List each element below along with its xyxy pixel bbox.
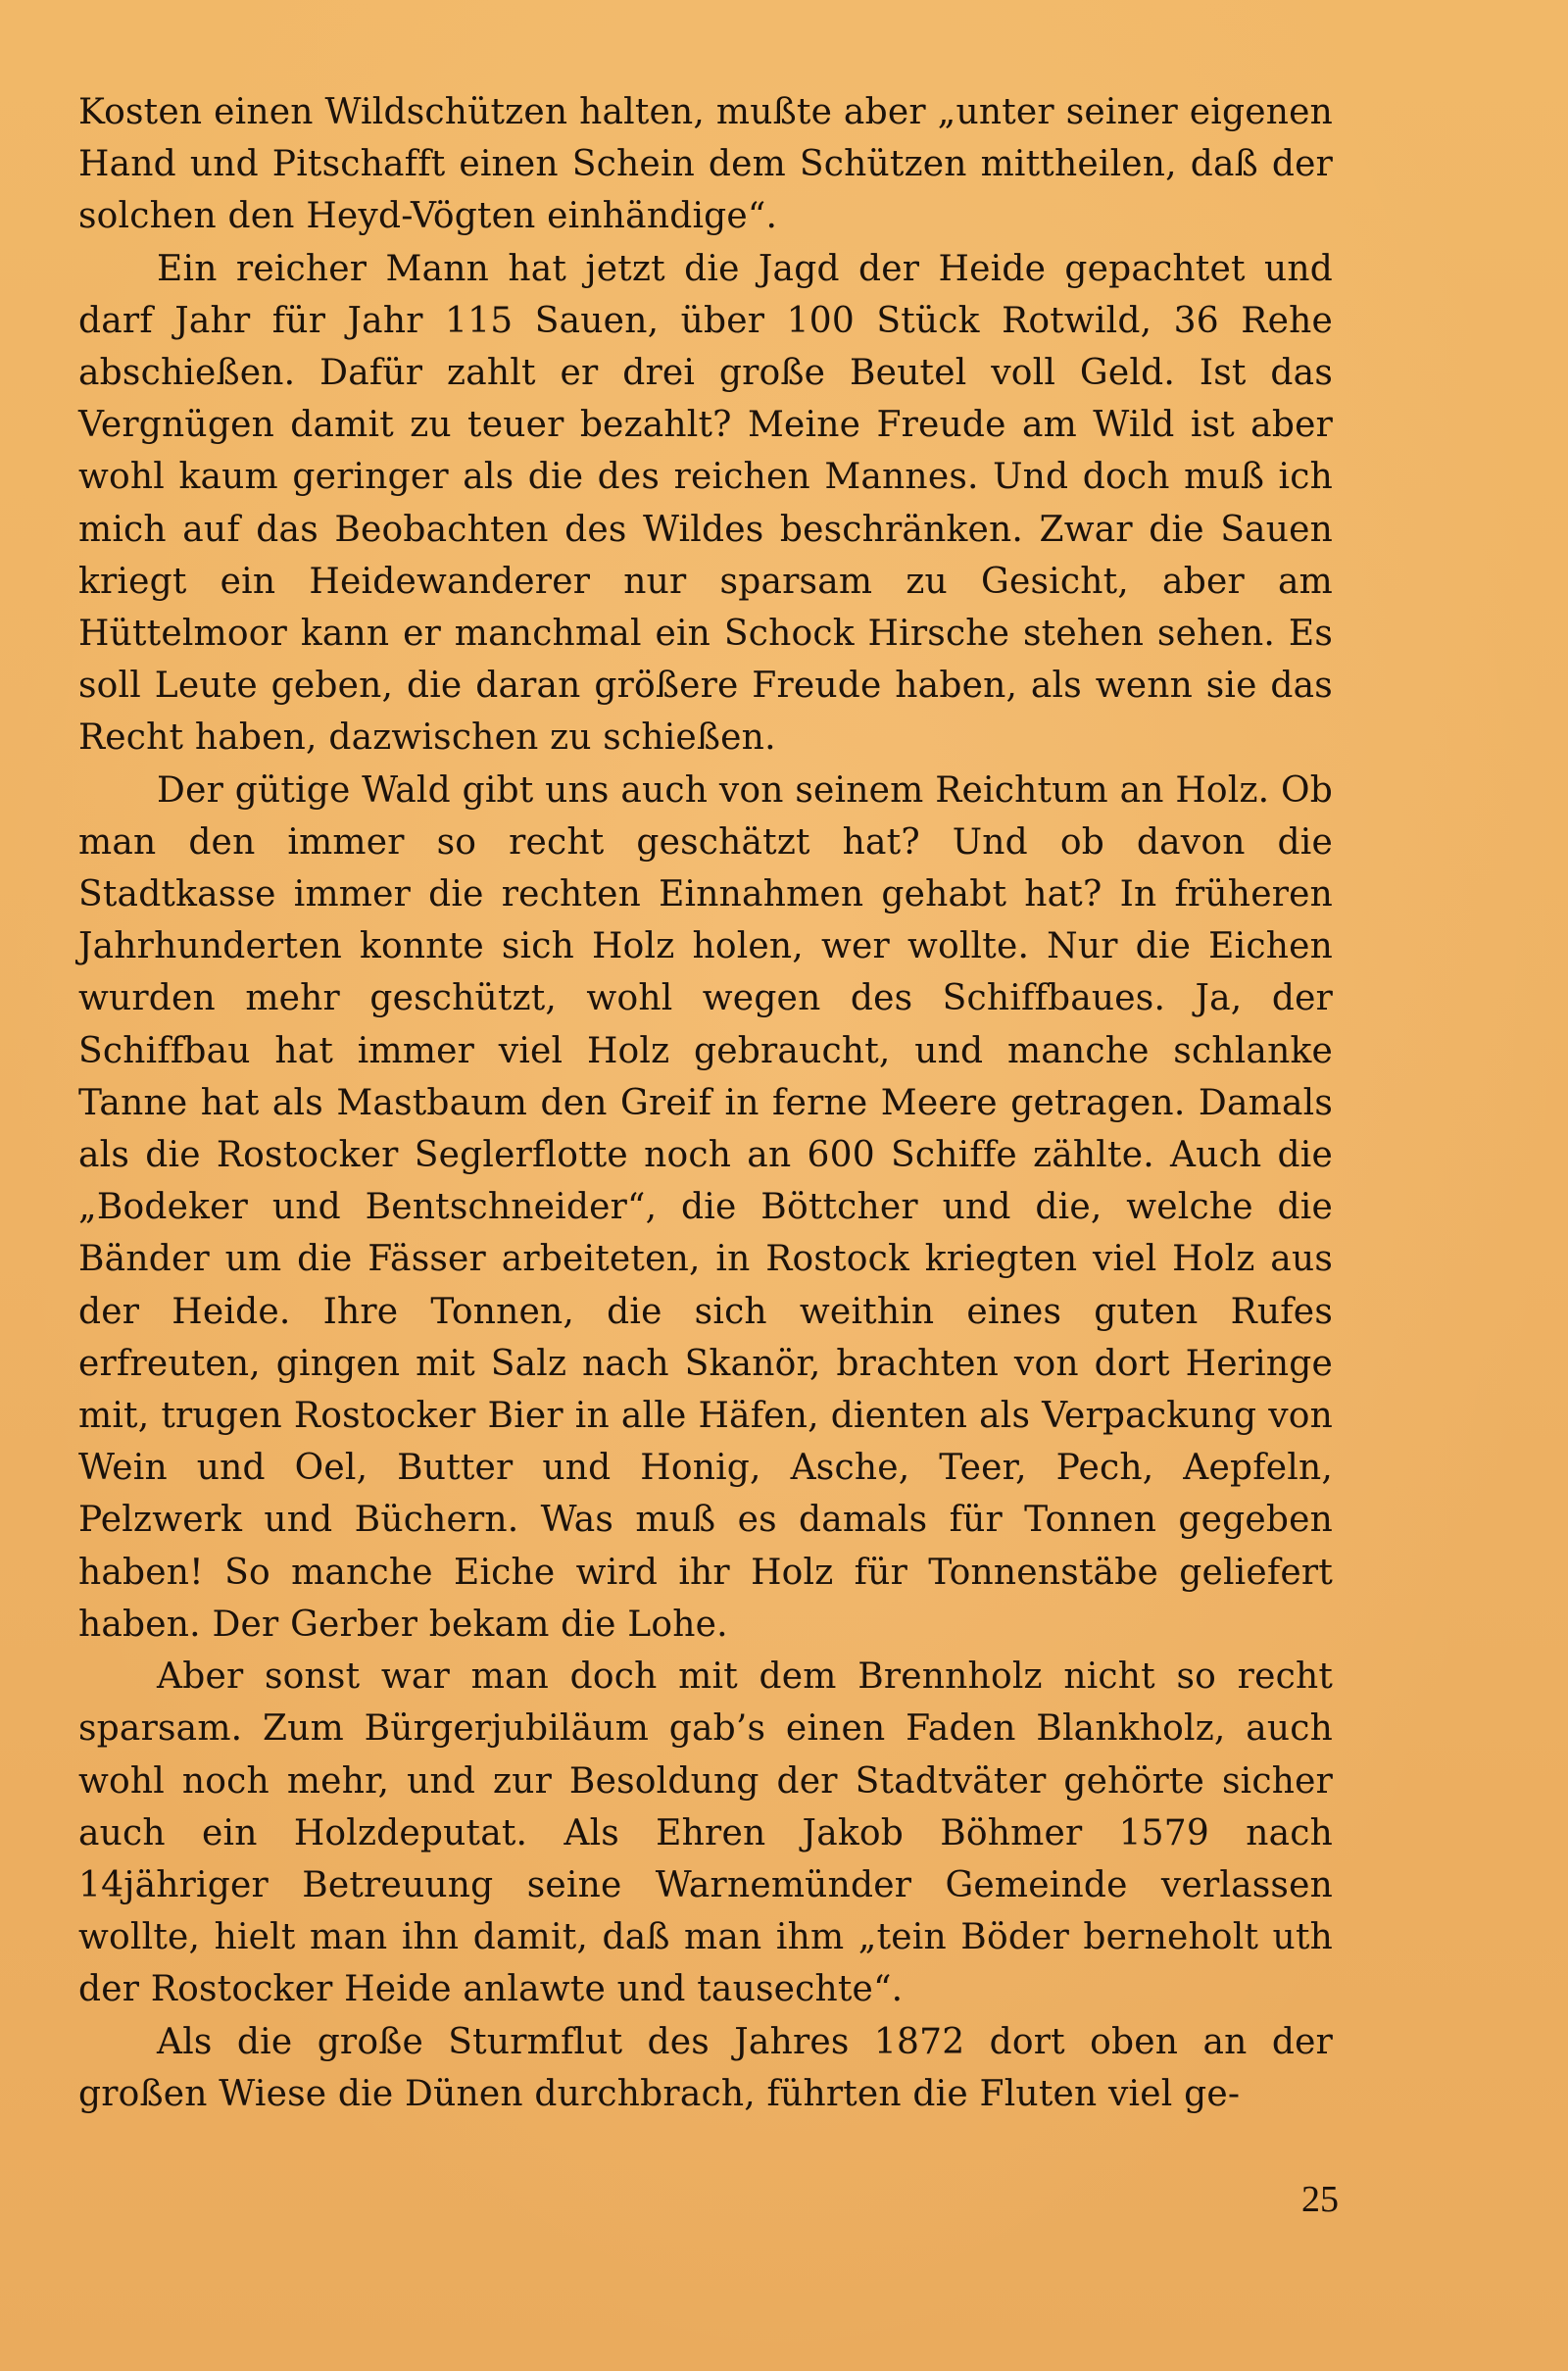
paragraph-timber-wealth: Der gütige Wald gibt uns auch von seinem Reichtum an Holz. Ob man den immer so recht geschätzt hat? Und ob davon die Stadtkasse immer die rechten Einnahmen gehabt hat? In früheren Jahrhunderten konnte sich Holz holen, wer wollte. Nur die Eichen wurden mehr geschützt, wohl wegen des Schiffbaues. Ja, der Schiffbau hat immer viel Holz gebraucht, und manche schlanke Tanne hat als Mastbaum den Greif in ferne Meere getragen. Damals als die Rostocker Seglerflotte noch an 600 Schiffe zählte. Auch die „Bodeker und Bentschneider“, die Böttcher und die, welche die Bänder um die Fässer arbeiteten, in Rostock kriegten viel Holz aus der Heide. Ihre Tonnen, die sich weithin eines guten Rufes erfreuten, gingen mit Salz nach Skanör, brachten von dort Heringe mit, trugen Rostocker Bier in alle Häfen, dienten als Verpackung von Wein und Oel, Butter und Honig, Asche, Teer, Pech, Aepfeln, Pelzwerk und Büchern. Was muß es damals für Tonnen gegeben haben! So manche Eiche wird ihr Holz für Tonnenstäbe geliefert haben. Der Gerber bekam die Lohe. [78, 769, 1333, 1645]
text-block [78, 86, 1333, 2120]
paragraph-firewood: Aber sonst war man doch mit dem Brennholz nicht so recht sparsam. Zum Bürgerjubiläum gab’s einen Faden Blankholz, auch wohl noch mehr, und zur Besoldung der Stadtväter gehörte sicher auch ein Holzdeputat. Als Ehren Jakob Böhmer 1579 nach 14jähriger Betreuung seine Warnemünder Gemeinde verlassen wollte, hielt man ihn damit, daß man ihm „tein Böder berneholt uth der Rostocker Heide anlawte und tausechte“. [78, 1656, 1333, 2010]
paragraph-hunting-lease: Ein reicher Mann hat jetzt die Jagd der Heide gepachtet und darf Jahr für Jahr 115 Sauen, über 100 Stück Rotwild, 36 Rehe abschießen. Dafür zahlt er drei große Beutel voll Geld. Ist das Vergnügen damit zu teuer bezahlt? Meine Freude am Wild ist aber wohl kaum geringer als die des reichen Mannes. Und doch muß ich mich auf das Beobachten des Wildes beschränken. Zwar die Sauen kriegt ein Heidewanderer nur sparsam zu Gesicht, aber am Hüttelmoor kann er manchmal ein Schock Hirsche stehen sehen. Es soll Leute geben, die daran größere Freude haben, als wenn sie das Recht haben, dazwischen zu schießen. [78, 248, 1333, 759]
page-number: 25 [1301, 2179, 1339, 2220]
paragraph-continuation: Kosten einen Wildschützen halten, mußte aber „unter seiner eigenen Hand und Pitschafft einen Schein dem Schützen mittheilen, daß der solchen den Heyd-Vögten einhändige“. [78, 92, 1333, 237]
paragraph-storm-flood: Als die große Sturmflut des Jahres 1872 dort oben an der großen Wiese die Dünen durchbrach, führten die Fluten viel ge- [78, 2021, 1333, 2114]
